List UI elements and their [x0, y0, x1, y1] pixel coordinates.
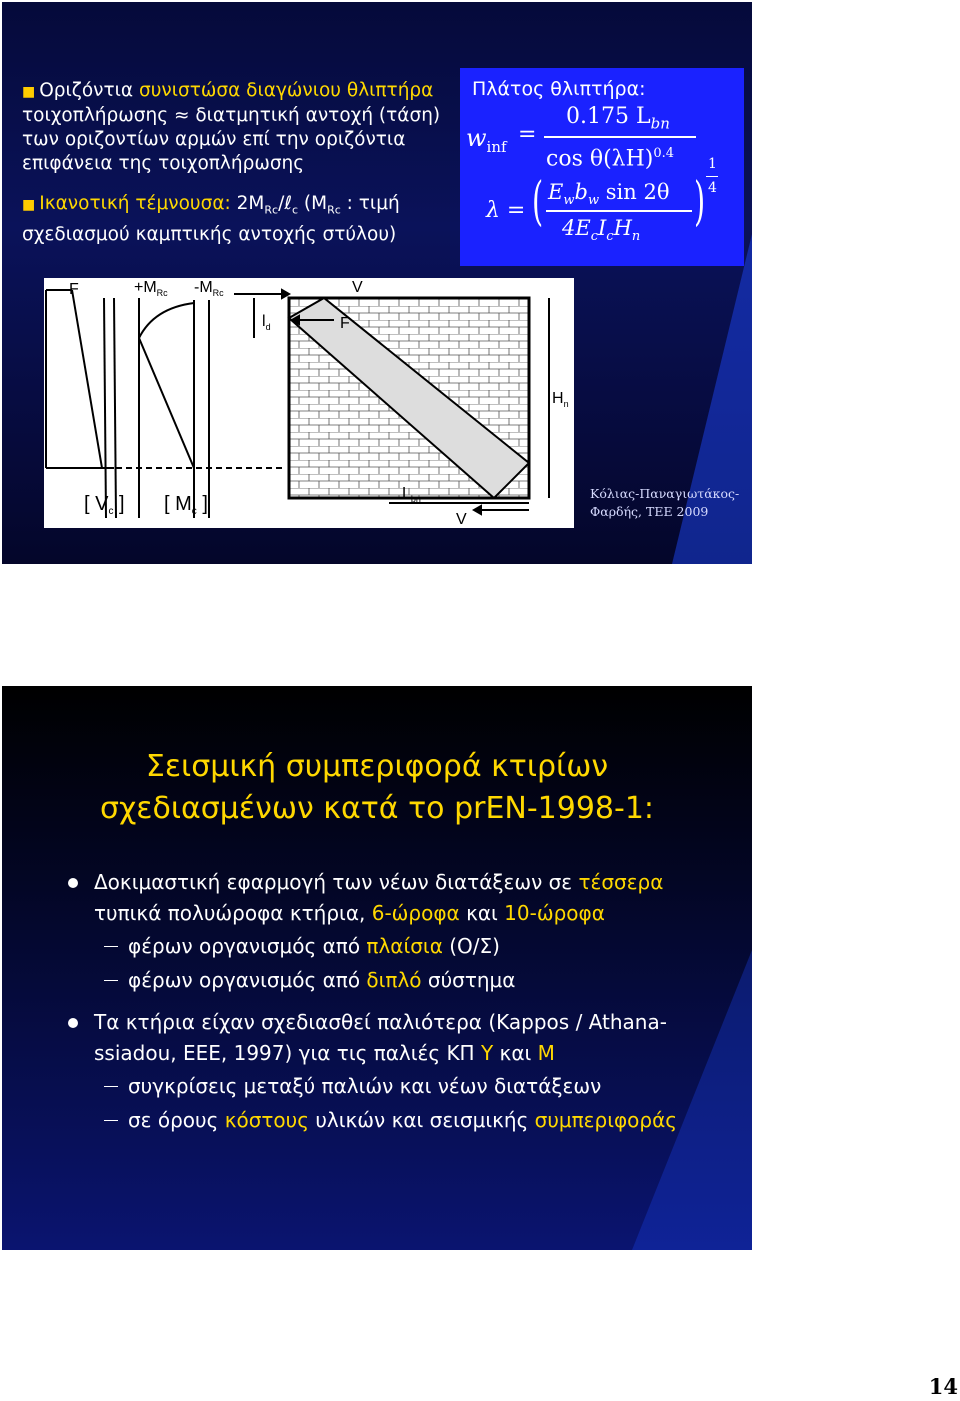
- formula-title: Πλάτος θλιπτήρα:: [472, 78, 646, 100]
- bullet-dot-icon: [68, 878, 78, 888]
- paren-right: ): [694, 172, 706, 232]
- subbullet-dual-system: φέρων οργανισμός από διπλό σύστημα: [128, 967, 515, 993]
- shear-moment-diagrams: [46, 290, 284, 518]
- bullet-square-icon: ■: [22, 84, 36, 100]
- formula-numerator: 0.175 $L_{bn}$: [566, 104, 670, 133]
- slide-decoration: [632, 950, 752, 1250]
- subbullet-comparisons: συγκρίσεις μεταξύ παλιών και νέων διατάξεων: [128, 1073, 601, 1099]
- formula-denominator: $\cos \theta(\lambda H)^{0.4}$: [546, 146, 675, 172]
- dash-icon: [104, 946, 118, 947]
- fraction-bar: [544, 136, 696, 138]
- label-V-top: V: [352, 279, 363, 296]
- paren-left: (: [532, 172, 544, 232]
- subbullet-frames: φέρων οργανισμός από πλαίσια (Ο/Σ): [128, 933, 500, 959]
- label-plus-M: $+M_{Rc}$: [134, 279, 168, 298]
- label-F: F: [69, 281, 79, 298]
- lambda-fraction-bar: [546, 210, 692, 212]
- slide-1: [2, 2, 752, 564]
- label-V-bottom: V: [456, 511, 467, 528]
- infill-strut-diagram: [44, 278, 574, 528]
- label-Hn: $H_n$: [552, 390, 569, 409]
- slide-title: Σεισμική συμπεριφορά κτιρίων σχεδιασμένων κατά το prEN-1998-1:: [99, 749, 655, 826]
- formula-w: $w_{inf}$: [466, 124, 507, 156]
- slide-2: [2, 686, 752, 1250]
- page-number: 14: [928, 1374, 958, 1399]
- exponent-bar: [706, 176, 718, 177]
- bullet-dot-icon: [68, 1018, 78, 1028]
- lambda-denominator: $4E_cI_cH_n$: [562, 216, 641, 245]
- bullet-capacity-shear: ■ Ικανοτική τέμνουσα: $2M_{Rc}/\ell_c$ ($M_{Rc}$ : τιμή σχεδιασμού καμπτικής αντοχής στύλου): [22, 193, 400, 245]
- strut-width-formula-box: Πλάτος θλιπτήρα: $w_{inf}$ = 0.175 $L_{bn}$ $\cos \theta(\lambda H)^{0.4}$ λ = ( $E_wb_w$ sin 2θ $4E_cI_cH_n$ ) 1 4: [460, 68, 744, 266]
- diagram-figure: [44, 278, 574, 528]
- bullet-old-design: Τα κτήρια είχαν σχεδιασθεί παλιότερα (Kappos / Athana- ssiadou, ΕΕΕ, 1997) για τις παλιές ΚΠ Υ και Μ: [94, 1007, 704, 1069]
- label-Id: $l_d$: [262, 313, 271, 332]
- bullet-trial-application: Δοκιμαστική εφαρμογή των νέων διατάξεων σε τέσσερα τυπικά πολυώροφα κτήρια, 6-ώροφα και 10-ώροφα: [94, 867, 694, 929]
- label-minus-M: $-M_{Rc}$: [194, 279, 224, 298]
- bullet-horizontal-component: ■ Οριζόντια συνιστώσα διαγώνιου θλιπτήρα τοιχοπλήρωσης ≈ διατμητική αντοχή (τάση) των οριζοντίων αρμών επί την οριζόντια επιφάνεια της τοιχοπλήρωσης: [22, 80, 441, 174]
- citation: Κόλιας-Παναγιωτάκος- Φαρδής, ΤΕΕ 2009: [590, 486, 740, 519]
- dash-icon: [104, 980, 118, 981]
- label-F-right: F: [340, 315, 350, 332]
- subbullet-cost-behaviour: σε όρους κόστους υλικών και σεισμικής συμπεριφοράς: [128, 1107, 677, 1133]
- dash-icon: [104, 1120, 118, 1121]
- bullet-square-icon: ■: [22, 197, 36, 213]
- lambda-numerator: $E_wb_w$ sin 2θ: [548, 180, 670, 209]
- label-Lbn: $L_{bn}$: [402, 485, 421, 504]
- label-Mc: [ $M_c$ ]: [164, 493, 208, 517]
- label-Vc: [ $V_c$ ]: [84, 493, 125, 517]
- dash-icon: [104, 1086, 118, 1087]
